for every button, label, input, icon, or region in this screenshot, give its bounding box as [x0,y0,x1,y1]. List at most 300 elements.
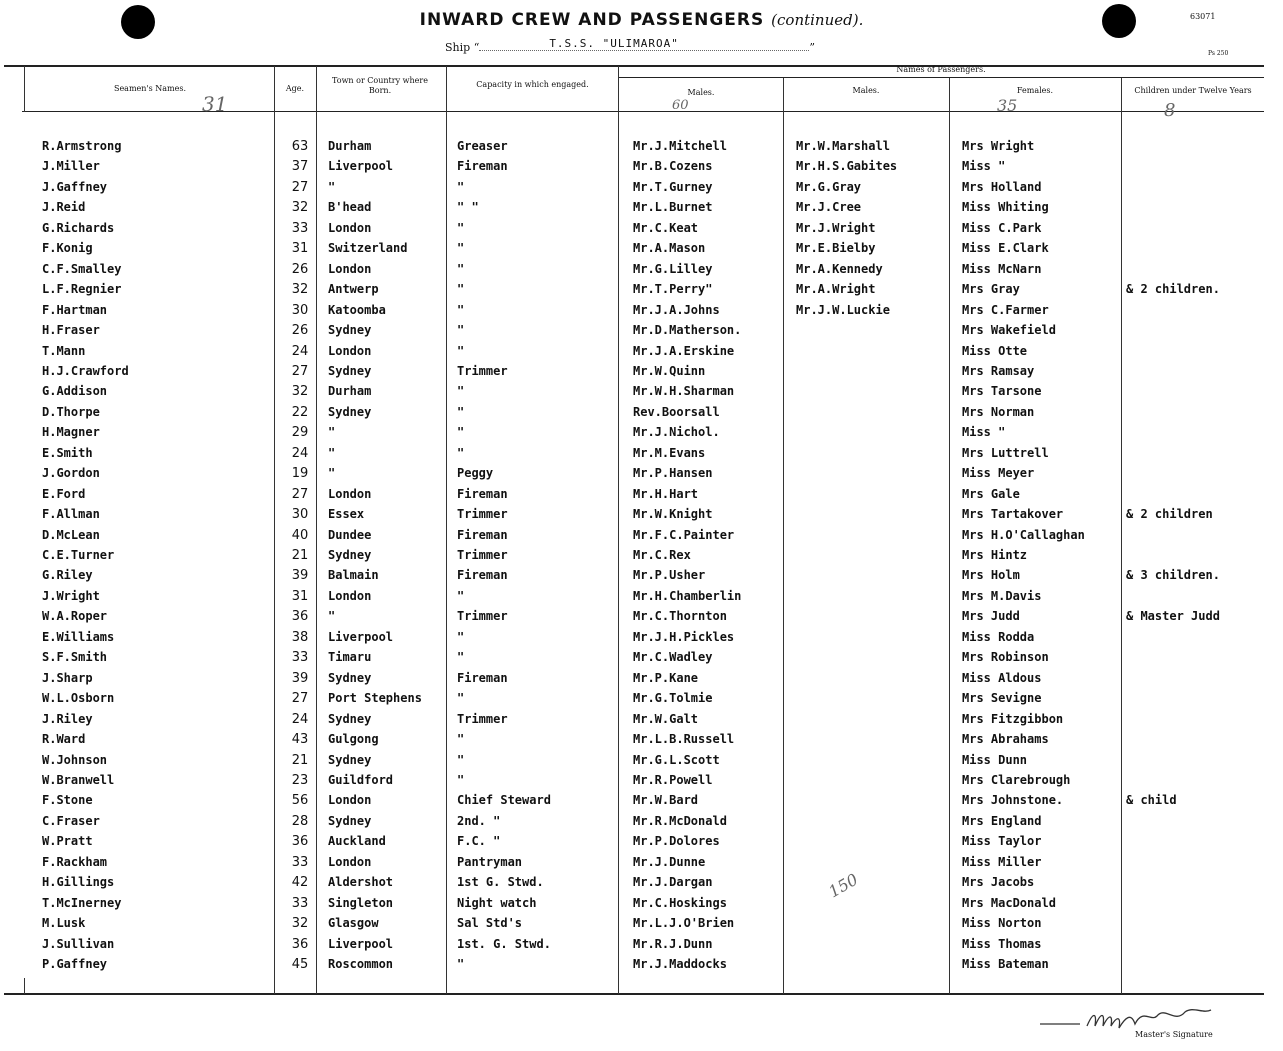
male-passenger-1: Mr.P.Dolores [633,834,720,849]
table-row [0,221,1283,241]
male-passenger-1: Mr.J.H.Pickles [633,629,735,644]
age-cell: 63 [291,139,309,154]
form-code: Ps 250 [1208,50,1229,57]
seaman-name: W.Branwell [42,772,115,787]
female-passenger: Miss " [962,425,1006,440]
female-passenger: Miss Whiting [962,200,1049,215]
ship-line: Ship “ T.S.S. "ULIMAROA" ” [445,37,815,54]
seaman-name: D.Thorpe [42,404,100,419]
town-cell: Roscommon [328,957,394,971]
male-passenger-1: Mr.A.Mason [633,241,706,256]
female-passenger: Mrs England [962,813,1042,828]
seaman-name: W.A.Roper [42,609,108,624]
table-row [0,916,1283,936]
seaman-name: H.Magner [42,425,100,440]
seaman-name: E.Williams [42,629,115,644]
male-passenger-1: Mr.R.Powell [633,772,713,787]
table-bottom-rule [4,993,1264,995]
female-passenger: Miss C.Park [962,220,1042,235]
town-cell: Auckland [328,834,386,849]
female-passenger: Mrs Wakefield [962,323,1056,338]
table-row [0,159,1283,179]
female-passenger: Mrs Holland [962,179,1042,194]
table-row [0,303,1283,323]
table-row [0,650,1283,670]
seaman-name: E.Ford [42,486,86,501]
age-cell: 36 [291,609,309,625]
seaman-name: G.Riley [42,568,93,583]
female-passenger: Mrs Luttrell [962,445,1049,460]
capacity-cell: " [457,772,465,787]
male-passenger-1: Rev.Boorsall [633,404,720,419]
town-cell: Balmain [328,568,379,583]
seaman-name: J.Gaffney [42,179,108,194]
table-row [0,691,1283,711]
male-passenger-2: Mr.A.Wright [796,282,876,297]
capacity-cell: " [457,732,465,747]
capacity-cell: " [457,588,465,603]
table-row [0,957,1283,977]
table-row [0,425,1283,445]
table-row [0,241,1283,261]
male-passenger-2: Mr.A.Kennedy [796,261,883,276]
town-cell: Liverpool [328,159,394,174]
capacity-cell: " [457,282,465,297]
col-divider [24,66,25,112]
age-cell: 21 [291,752,309,768]
female-passenger: Miss Dunn [962,752,1028,767]
male-passenger-1: Mr.T.Gurney [633,179,713,194]
town-cell: Sydney [328,670,372,685]
town-cell: B'head [328,200,372,215]
age-cell: 27 [291,363,309,379]
table-row [0,487,1283,507]
female-passenger: Mrs Tarsone [962,384,1042,399]
age-cell: 32 [291,200,309,216]
capacity-cell: Sal Std's [457,916,523,931]
town-cell: Antwerp [328,282,379,297]
town-cell: Sydney [328,363,372,378]
age-cell: 42 [291,875,309,891]
passenger-subheader-rule [618,77,1264,78]
age-cell: 26 [291,323,309,339]
seaman-name: J.Wright [42,588,100,603]
pencil-seamen-count: 31 [202,92,228,116]
seaman-name: J.Riley [42,711,93,726]
age-cell: 36 [291,834,309,850]
capacity-cell: " [457,425,465,440]
seaman-name: G.Addison [42,384,108,399]
title-main: INWARD CREW AND PASSENGERS [419,10,765,30]
age-cell: 26 [291,261,309,277]
female-passenger: Mrs M.Davis [962,588,1042,603]
table-row [0,384,1283,404]
capacity-cell: Fireman [457,527,508,542]
male-passenger-1: Mr.L.Burnet [633,200,713,215]
table-row [0,323,1283,343]
female-passenger: Mrs Sevigne [962,691,1042,706]
seaman-name: J.Gordon [42,466,100,481]
table-row [0,262,1283,282]
capacity-cell: Night watch [457,895,537,910]
capacity-cell: " [457,629,465,644]
header-passengers: Names of Passengers. [896,65,986,74]
age-cell: 32 [291,282,309,298]
table-row [0,589,1283,609]
ship-name: T.S.S. "ULIMAROA" [549,37,679,50]
seaman-name: W.Johnson [42,752,108,767]
table-row [0,507,1283,527]
header-males-1: Males. [687,88,715,97]
male-passenger-1: Mr.W.Knight [633,507,713,522]
town-cell: Durham [328,384,372,399]
town-cell: " [328,609,336,624]
capacity-cell: " [457,691,465,706]
capacity-cell: Trimmer [457,548,508,562]
table-row [0,937,1283,957]
female-passenger: Mrs C.Farmer [962,302,1049,317]
capacity-cell: " [457,343,465,358]
town-cell: Sydney [328,404,372,419]
header-females: Females. [1016,86,1054,95]
age-cell: 39 [291,568,309,584]
male-passenger-1: Mr.R.J.Dunn [633,936,713,951]
table-row [0,180,1283,200]
town-cell: London [328,261,372,276]
age-cell: 38 [291,629,309,645]
children-note: & 3 children. [1126,568,1220,583]
capacity-cell: " [457,302,465,317]
ship-name-field [479,37,809,51]
table-row [0,364,1283,384]
male-passenger-1: Mr.B.Cozens [633,159,713,174]
town-cell: " [328,445,336,460]
age-cell: 22 [291,404,309,420]
male-passenger-1: Mr.G.Tolmie [633,691,713,706]
female-passenger: Mrs Robinson [962,650,1049,665]
town-cell: Port Stephens [328,691,422,706]
female-passenger: Mrs Jacobs [962,875,1035,890]
age-cell: 30 [291,507,309,523]
header-capacity: Capacity in which engaged. [476,80,589,89]
table-row [0,712,1283,732]
age-cell: 24 [291,343,309,359]
male-passenger-1: Mr.L.B.Russell [633,732,735,747]
capacity-cell: 1st G. Stwd. [457,875,544,890]
town-cell: " [328,466,336,481]
table-row [0,344,1283,364]
town-cell: Durham [328,139,372,153]
age-cell: 37 [291,159,309,175]
town-cell: Sydney [328,323,372,338]
capacity-cell: Trimmer [457,609,508,624]
table-row [0,200,1283,220]
town-cell: Gulgong [328,732,379,747]
table-row [0,773,1283,793]
capacity-cell: " [457,241,465,256]
table-row [0,855,1283,875]
female-passenger: Miss E.Clark [962,241,1049,256]
female-passenger: Miss Taylor [962,834,1042,849]
age-cell: 36 [291,936,309,952]
town-cell: Liverpool [328,629,394,644]
town-cell: Dundee [328,527,372,542]
town-cell: Singleton [328,895,394,910]
children-note: & 2 children. [1126,282,1220,297]
capacity-cell: " [457,752,465,767]
capacity-cell: " [457,445,465,460]
signature-label: Master's Signature [1135,1030,1213,1039]
capacity-cell: " [457,384,465,399]
ship-label: Ship [445,41,471,54]
seaman-name: W.Pratt [42,834,93,849]
female-passenger: Mrs Tartakover [962,507,1064,522]
female-passenger: Mrs Holm [962,568,1020,583]
seaman-name: C.E.Turner [42,548,115,562]
seaman-name: H.Gillings [42,875,115,890]
age-cell: 27 [291,179,309,195]
male-passenger-1: Mr.W.H.Sharman [633,384,735,399]
seaman-name: G.Richards [42,220,115,235]
table-row [0,405,1283,425]
form-number: 63071 [1190,12,1216,21]
female-passenger: Mrs Wright [962,139,1035,153]
male-passenger-2: Mr.E.Bielby [796,241,876,256]
age-cell: 27 [291,691,309,707]
capacity-cell: " [457,957,465,971]
age-cell: 23 [291,772,309,788]
female-passenger: Mrs Johnstone. [962,793,1064,808]
female-passenger: Miss McNarn [962,261,1042,276]
female-passenger: Miss Miller [962,854,1042,869]
male-passenger-1: Mr.C.Rex [633,548,691,562]
town-cell: Glasgow [328,916,379,931]
male-passenger-1: Mr.J.Nichol. [633,425,720,440]
table-row [0,446,1283,466]
age-cell: 28 [291,813,309,829]
age-cell: 24 [291,445,309,461]
col-divider [24,978,25,994]
female-passenger: Miss Rodda [962,629,1035,644]
female-passenger: Miss Otte [962,343,1028,358]
town-cell: London [328,343,372,358]
table-row [0,466,1283,486]
town-cell: Liverpool [328,936,394,951]
age-cell: 32 [291,384,309,400]
male-passenger-1: Mr.G.L.Scott [633,752,720,767]
table-row [0,282,1283,302]
town-cell: Aldershot [328,875,394,890]
header-males-2: Males. [852,86,880,95]
capacity-cell: Trimmer [457,363,508,378]
age-cell: 29 [291,425,309,441]
seaman-name: P.Gaffney [42,957,108,971]
town-cell: Guildford [328,772,394,787]
age-cell: 33 [291,895,309,911]
capacity-cell: Trimmer [457,711,508,726]
capacity-cell: Fireman [457,568,508,583]
capacity-cell: " " [457,200,479,215]
age-cell: 27 [291,486,309,502]
town-cell: Sydney [328,752,372,767]
seaman-name: D.McLean [42,527,100,542]
capacity-cell: " [457,261,465,276]
male-passenger-1: Mr.J.A.Erskine [633,343,735,358]
header-seamen: Seamen's Names. [113,84,187,93]
age-cell: 31 [291,588,309,604]
capacity-cell: " [457,179,465,194]
capacity-cell: " [457,404,465,419]
table-row [0,814,1283,834]
male-passenger-1: Mr.H.Chamberlin [633,588,742,603]
capacity-cell: Fireman [457,486,508,501]
male-passenger-1: Mr.C.Wadley [633,650,713,665]
female-passenger: Mrs Hintz [962,548,1028,562]
town-cell: " [328,179,336,194]
header-town: Town or Country where Born. [332,76,428,95]
page-title [0,10,1283,30]
male-passenger-2: Mr.W.Marshall [796,139,890,153]
capacity-cell: " [457,323,465,338]
town-cell: Sydney [328,548,372,562]
capacity-cell: Chief Steward [457,793,551,808]
capacity-cell: Pantryman [457,854,523,869]
age-cell: 31 [291,241,309,257]
male-passenger-1: Mr.H.Hart [633,486,699,501]
capacity-cell: " [457,220,465,235]
seaman-name: J.Reid [42,200,86,215]
age-cell: 19 [291,466,309,482]
male-passenger-1: Mr.D.Matherson. [633,323,742,338]
capacity-cell: Greaser [457,139,508,153]
female-passenger: Mrs Fitzgibbon [962,711,1064,726]
male-passenger-1: Mr.P.Usher [633,568,706,583]
female-passenger: Mrs Norman [962,404,1035,419]
capacity-cell: 1st. G. Stwd. [457,936,551,951]
male-passenger-1: Mr.M.Evans [633,445,706,460]
age-cell: 43 [291,732,309,748]
seaman-name: S.F.Smith [42,650,108,665]
male-passenger-1: Mr.F.C.Painter [633,527,735,542]
capacity-cell: 2nd. " [457,813,501,828]
seaman-name: W.L.Osborn [42,691,115,706]
seaman-name: H.Fraser [42,323,100,338]
seaman-name: L.F.Regnier [42,282,122,297]
age-cell: 45 [291,957,309,972]
male-passenger-2: Mr.J.Cree [796,200,862,215]
table-row [0,793,1283,813]
male-passenger-1: Mr.C.Keat [633,220,699,235]
male-passenger-1: Mr.J.Maddocks [633,957,727,971]
town-cell: Sydney [328,711,372,726]
seaman-name: R.Ward [42,732,86,747]
table-row [0,609,1283,629]
town-cell: Timaru [328,650,372,665]
female-passenger: Mrs Gray [962,282,1020,297]
pencil-males-count: 60 [672,98,689,113]
seaman-name: J.Sharp [42,670,93,685]
title-suffix: (continued). [771,11,864,29]
male-passenger-1: Mr.P.Kane [633,670,699,685]
age-cell: 21 [291,548,309,563]
age-cell: 32 [291,916,309,932]
capacity-cell: F.C. " [457,834,501,849]
table-row [0,671,1283,691]
male-passenger-2: Mr.H.S.Gabites [796,159,898,174]
capacity-cell: Peggy [457,466,494,481]
seaman-name: T.Mann [42,343,86,358]
female-passenger: Mrs H.O'Callaghan [962,527,1085,542]
pencil-children-count: 8 [1164,100,1176,121]
town-cell: Essex [328,507,365,522]
male-passenger-2: Mr.J.Wright [796,220,876,235]
age-cell: 56 [291,793,309,809]
male-passenger-1: Mr.J.Mitchell [633,139,727,153]
capacity-cell: Fireman [457,159,508,174]
female-passenger: Miss " [962,159,1006,174]
town-cell: London [328,220,372,235]
pencil-females-count: 35 [997,96,1018,115]
male-passenger-1: Mr.W.Galt [633,711,699,726]
table-row [0,834,1283,854]
male-passenger-2: Mr.G.Gray [796,179,862,194]
male-passenger-1: Mr.C.Hoskings [633,895,727,910]
town-cell: Sydney [328,813,372,828]
seaman-name: M.Lusk [42,916,86,931]
female-passenger: Mrs Gale [962,486,1020,501]
seaman-name: F.Allman [42,507,100,522]
male-passenger-1: Mr.W.Bard [633,793,699,808]
male-passenger-1: Mr.T.Perry" [633,282,713,297]
seaman-name: C.Fraser [42,813,100,828]
master-signature-icon [1035,1002,1215,1032]
age-cell: 33 [291,854,309,870]
table-row [0,528,1283,548]
seaman-name: J.Miller [42,159,100,174]
town-cell: London [328,486,372,501]
female-passenger: Miss Meyer [962,466,1035,481]
male-passenger-1: Mr.J.Dunne [633,854,706,869]
female-passenger: Mrs Clarebrough [962,772,1071,787]
female-passenger: Miss Thomas [962,936,1042,951]
female-passenger: Miss Norton [962,916,1042,931]
seaman-name: F.Stone [42,793,93,808]
town-cell: London [328,793,372,808]
children-note: & Master Judd [1126,609,1220,624]
table-row [0,139,1283,159]
seaman-name: E.Smith [42,445,93,460]
seaman-name: J.Sullivan [42,936,115,951]
seaman-name: F.Konig [42,241,93,256]
age-cell: 33 [291,220,309,236]
age-cell: 39 [291,670,309,686]
children-note: & child [1126,793,1177,808]
capacity-cell: " [457,650,465,665]
capacity-cell: Fireman [457,670,508,685]
town-cell: London [328,854,372,869]
table-row [0,753,1283,773]
male-passenger-1: Mr.J.A.Johns [633,302,720,317]
pencil-mid-note: 150 [825,869,862,902]
age-cell: 24 [291,711,309,727]
age-cell: 33 [291,650,309,666]
male-passenger-1: Mr.C.Thornton [633,609,727,624]
age-cell: 40 [291,527,309,543]
table-row [0,548,1283,568]
table-row [0,568,1283,588]
male-passenger-1: Mr.G.Lilley [633,261,713,276]
male-passenger-1: Mr.L.J.O'Brien [633,916,735,931]
